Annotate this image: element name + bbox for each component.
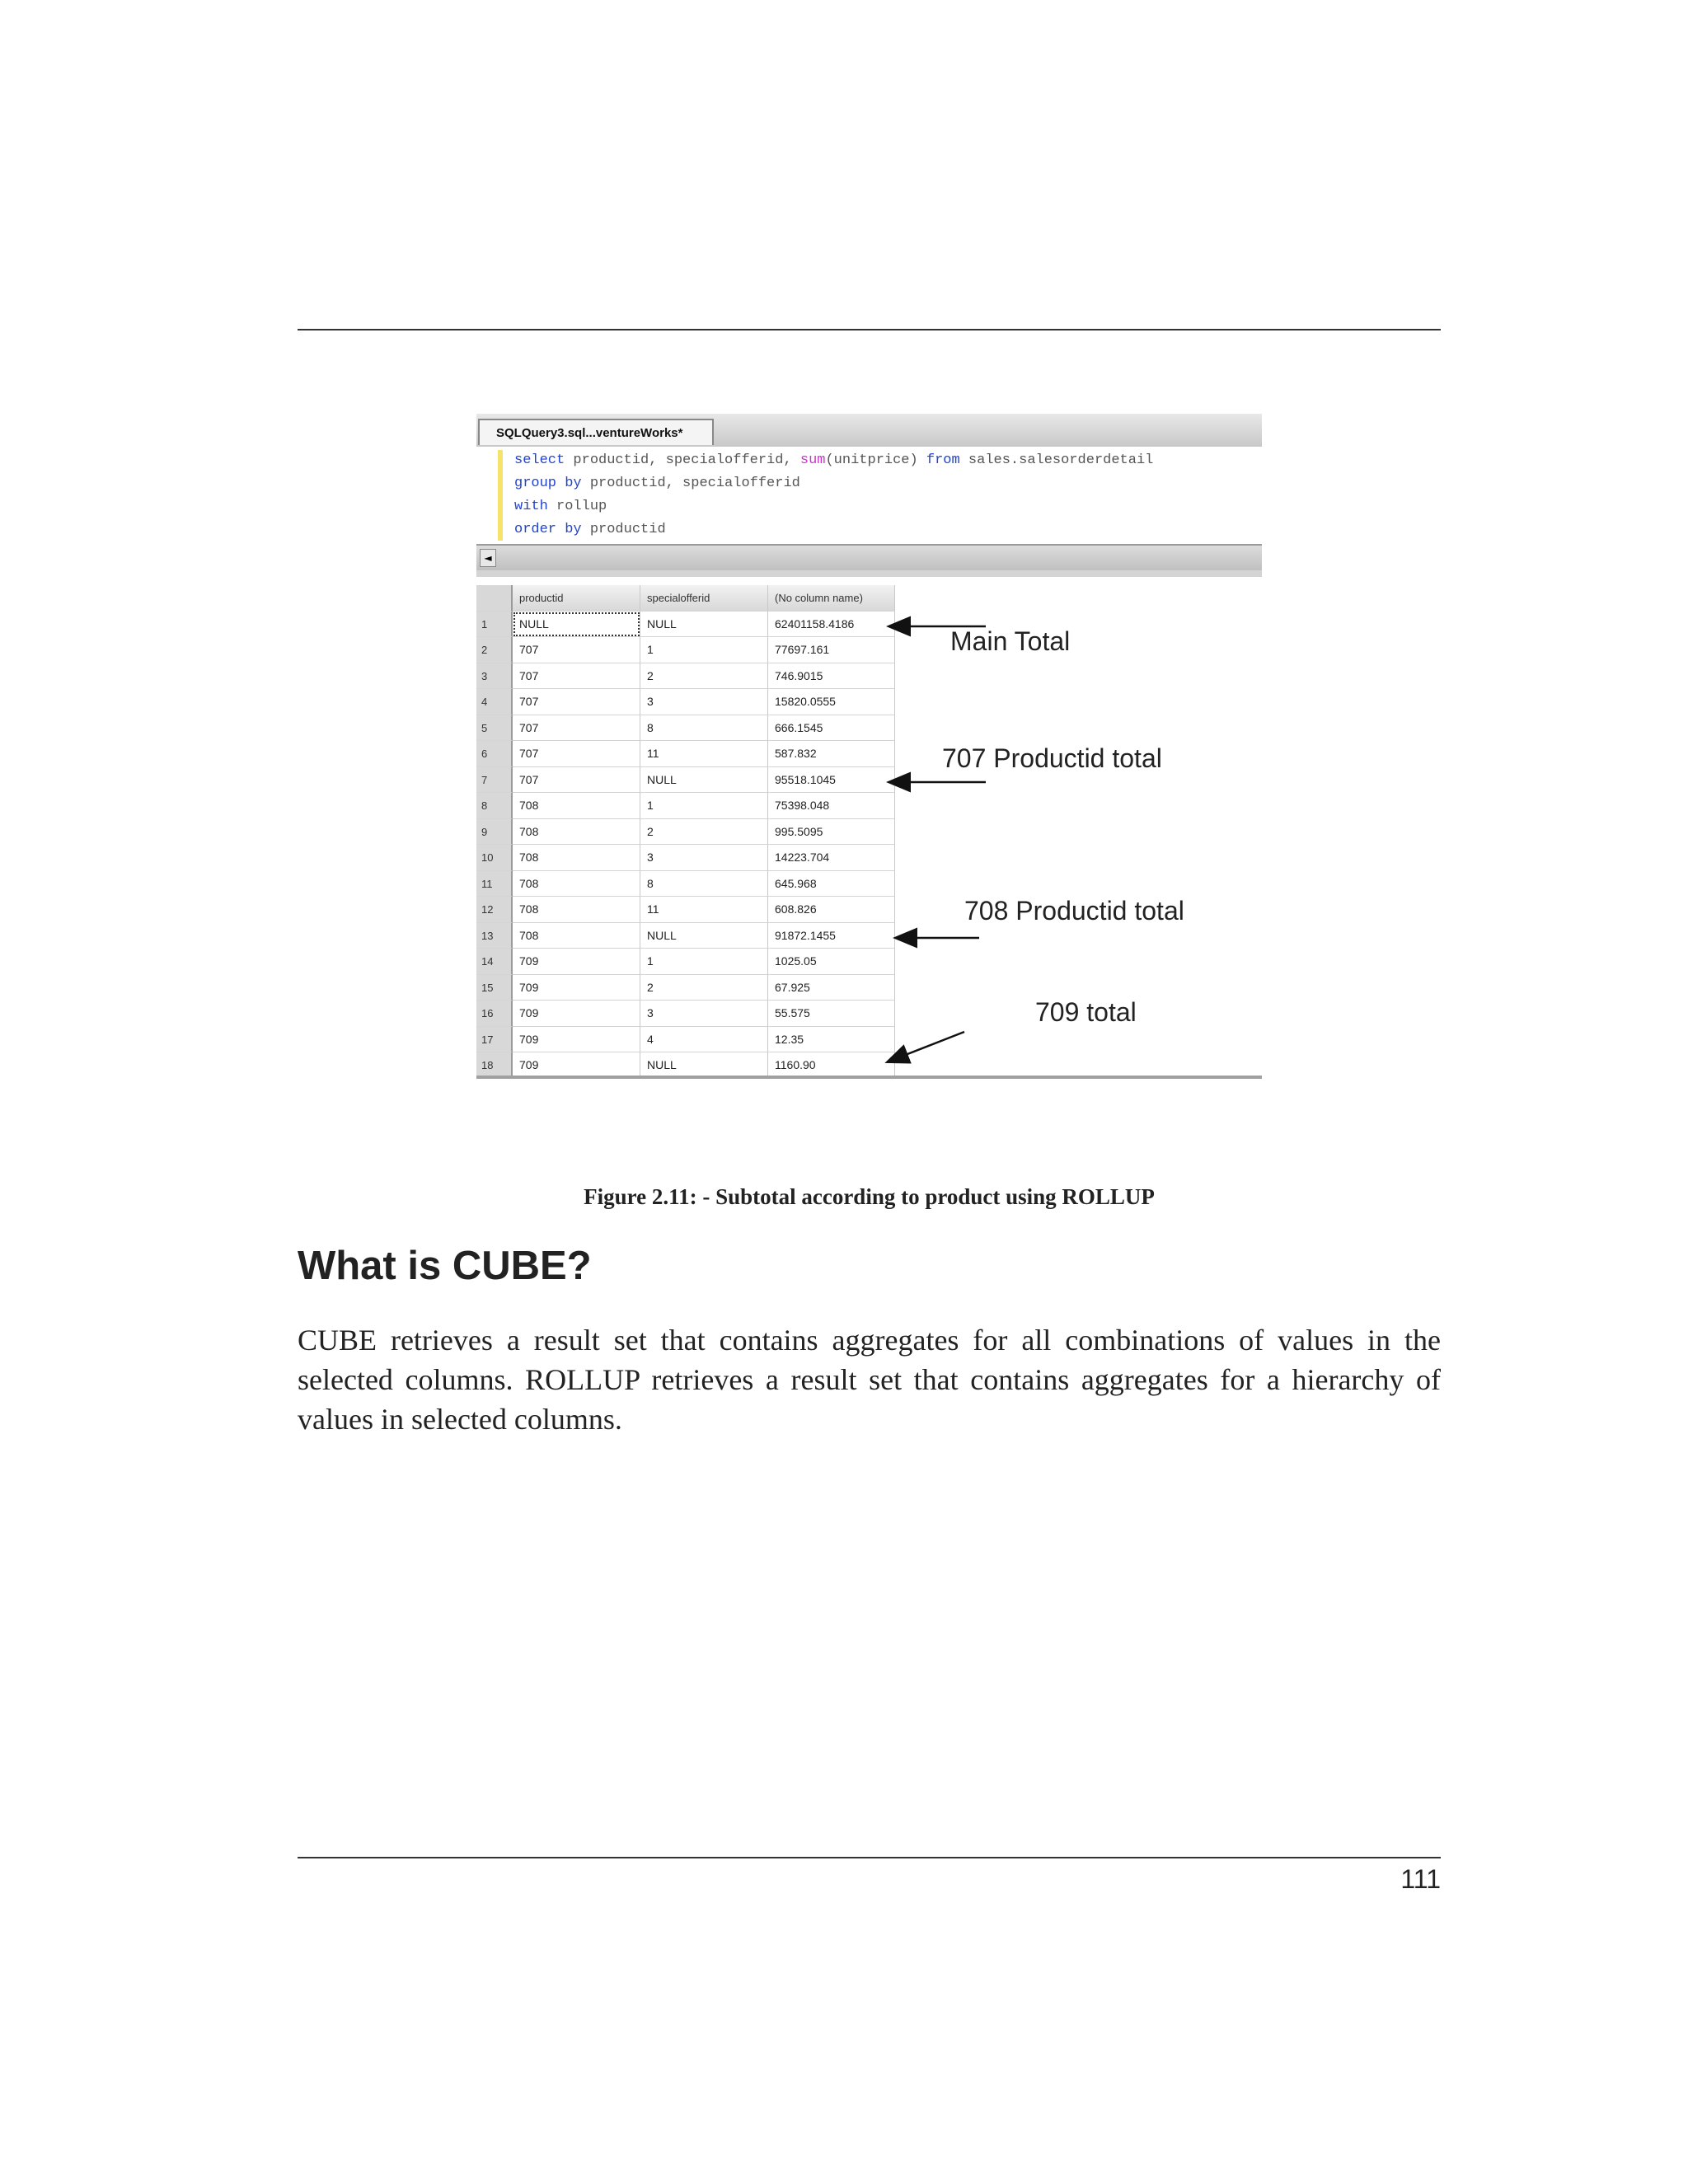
top-rule (298, 329, 1441, 330)
specialofferid-cell[interactable]: 2 (640, 819, 768, 846)
row-number[interactable]: 11 (476, 871, 513, 898)
value-cell[interactable]: 587.832 (768, 741, 895, 767)
value-cell[interactable]: 95518.1045 (768, 767, 895, 794)
annotation-main-total: Main Total (950, 626, 1071, 656)
row-number[interactable]: 12 (476, 897, 513, 923)
specialofferid-cell[interactable]: 11 (640, 741, 768, 767)
specialofferid-cell[interactable]: NULL (640, 767, 768, 794)
specialofferid-cell[interactable]: 3 (640, 689, 768, 715)
productid-cell[interactable]: 709 (513, 949, 640, 975)
row-number[interactable]: 8 (476, 793, 513, 819)
value-cell[interactable]: 14223.704 (768, 845, 895, 871)
query-screenshot-figure (476, 414, 1262, 1085)
productid-cell[interactable]: 708 (513, 793, 640, 819)
arrow-709-total (889, 1032, 964, 1062)
productid-cell[interactable]: 708 (513, 871, 640, 898)
productid-cell[interactable]: 707 (513, 689, 640, 715)
specialofferid-cell[interactable]: 1 (640, 637, 768, 663)
value-cell[interactable]: 75398.048 (768, 793, 895, 819)
value-cell[interactable]: 995.5095 (768, 819, 895, 846)
row-number[interactable]: 18 (476, 1052, 513, 1079)
specialofferid-cell[interactable]: 8 (640, 871, 768, 898)
row-number[interactable]: 5 (476, 715, 513, 742)
column-header[interactable]: productid (513, 585, 640, 612)
row-number[interactable]: 13 (476, 923, 513, 949)
annotation-arrows (476, 414, 1262, 1085)
specialofferid-cell[interactable]: 1 (640, 793, 768, 819)
code-text: productid, specialofferid, (565, 452, 800, 468)
value-cell[interactable]: 62401158.4186 (768, 612, 895, 638)
row-number[interactable]: 15 (476, 975, 513, 1001)
row-number[interactable]: 3 (476, 663, 513, 690)
productid-cell[interactable]: 708 (513, 897, 640, 923)
column-header[interactable]: specialofferid (640, 585, 768, 612)
page-number: 111 (1400, 1864, 1441, 1894)
row-number[interactable]: 14 (476, 949, 513, 975)
specialofferid-cell[interactable]: 2 (640, 975, 768, 1001)
code-function: sum (799, 452, 826, 468)
query-tab[interactable]: SQLQuery3.sql...ventureWorks* (478, 419, 714, 445)
row-number[interactable]: 9 (476, 819, 513, 846)
code-keyword: select (514, 452, 565, 468)
productid-cell[interactable]: 707 (513, 637, 640, 663)
value-cell[interactable]: 77697.161 (768, 637, 895, 663)
productid-cell[interactable]: 708 (513, 845, 640, 871)
row-number[interactable]: 2 (476, 637, 513, 663)
annotation-707-total: 707 Productid total (942, 743, 1162, 773)
annotation-709-total: 709 total (1035, 997, 1137, 1027)
specialofferid-cell[interactable]: 2 (640, 663, 768, 690)
value-cell[interactable]: 15820.0555 (768, 689, 895, 715)
code-keyword: with (514, 499, 548, 514)
code-keyword: order by (514, 522, 582, 537)
code-text: productid (581, 522, 666, 537)
specialofferid-cell[interactable]: 1 (640, 949, 768, 975)
productid-cell[interactable]: 708 (513, 923, 640, 949)
section-heading: What is CUBE? (298, 1244, 592, 1288)
code-text: (unitprice) (825, 452, 926, 468)
value-cell[interactable]: 12.35 (768, 1027, 895, 1053)
productid-cell[interactable]: 707 (513, 663, 640, 690)
code-keyword: from (926, 452, 960, 468)
value-cell[interactable]: 746.9015 (768, 663, 895, 690)
annotation-708-total: 708 Productid total (964, 896, 1184, 926)
specialofferid-cell[interactable]: 11 (640, 897, 768, 923)
value-cell[interactable]: 1160.90 (768, 1052, 895, 1079)
code-text: productid, specialofferid (581, 476, 800, 491)
scroll-left-icon[interactable]: ◄ (480, 549, 496, 567)
value-cell[interactable]: 645.968 (768, 871, 895, 898)
row-number[interactable]: 7 (476, 767, 513, 794)
code-text: sales.salesorderdetail (959, 452, 1154, 468)
row-number[interactable]: 6 (476, 741, 513, 767)
specialofferid-cell[interactable]: NULL (640, 1052, 768, 1079)
code-keyword: group by (514, 476, 582, 491)
column-header[interactable]: (No column name) (768, 585, 895, 612)
row-number[interactable]: 4 (476, 689, 513, 715)
productid-cell[interactable]: 709 (513, 1027, 640, 1053)
productid-cell[interactable]: 707 (513, 767, 640, 794)
row-number[interactable]: 1 (476, 612, 513, 638)
value-cell[interactable]: 55.575 (768, 1001, 895, 1027)
specialofferid-cell[interactable]: 3 (640, 1001, 768, 1027)
productid-cell[interactable]: NULL (513, 612, 640, 638)
row-number[interactable]: 10 (476, 845, 513, 871)
specialofferid-cell[interactable]: NULL (640, 923, 768, 949)
productid-cell[interactable]: 707 (513, 715, 640, 742)
row-number[interactable]: 16 (476, 1001, 513, 1027)
row-number[interactable]: 17 (476, 1027, 513, 1053)
specialofferid-cell[interactable]: 4 (640, 1027, 768, 1053)
specialofferid-cell[interactable]: NULL (640, 612, 768, 638)
value-cell[interactable]: 666.1545 (768, 715, 895, 742)
productid-cell[interactable]: 707 (513, 741, 640, 767)
productid-cell[interactable]: 708 (513, 819, 640, 846)
body-paragraph: CUBE retrieves a result set that contains aggregates for all combinations of values in the selected columns. ROLLUP retrieves a result set that contains aggregates for a hierarchy of values in selected columns. (298, 1324, 1441, 1436)
value-cell[interactable]: 91872.1455 (768, 923, 895, 949)
value-cell[interactable]: 67.925 (768, 975, 895, 1001)
figure-caption: Figure 2.11: - Subtotal according to product using ROLLUP (584, 1184, 1155, 1209)
specialofferid-cell[interactable]: 3 (640, 845, 768, 871)
bottom-rule (298, 1857, 1441, 1858)
specialofferid-cell[interactable]: 8 (640, 715, 768, 742)
code-text: rollup (547, 499, 607, 514)
productid-cell[interactable]: 709 (513, 1052, 640, 1079)
value-cell[interactable]: 1025.05 (768, 949, 895, 975)
value-cell[interactable]: 608.826 (768, 897, 895, 923)
productid-cell[interactable]: 709 (513, 975, 640, 1001)
productid-cell[interactable]: 709 (513, 1001, 640, 1027)
